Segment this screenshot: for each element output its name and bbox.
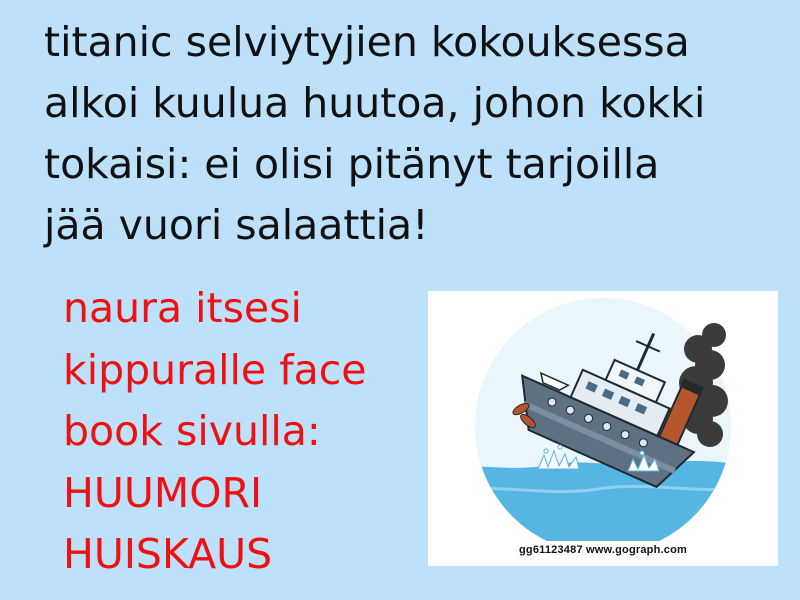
joke-line: tokaisi: ei olisi pitänyt tarjoilla bbox=[44, 140, 660, 188]
sinking-ship-image bbox=[428, 291, 778, 566]
joke-line: jää vuori salaattia! bbox=[44, 201, 429, 249]
promo-line: HUUMORI bbox=[63, 468, 263, 517]
promo-text bbox=[63, 278, 367, 586]
promo-line: book sivulla: bbox=[63, 407, 321, 455]
promo-line: HUISKAUS bbox=[63, 530, 273, 578]
promo-line: kippuralle face bbox=[63, 345, 367, 394]
joke-line: alkoi kuulua huutoa, johon kokki bbox=[44, 79, 706, 127]
sinking-ship-icon bbox=[428, 291, 778, 541]
promo-line: naura itsesi bbox=[63, 284, 302, 332]
joke-line: titanic selviytyjien kokouksessa bbox=[44, 18, 690, 66]
joke-text bbox=[44, 12, 789, 256]
sea-water bbox=[428, 461, 778, 541]
image-caption: gg61123487 www.gograph.com bbox=[518, 544, 687, 556]
